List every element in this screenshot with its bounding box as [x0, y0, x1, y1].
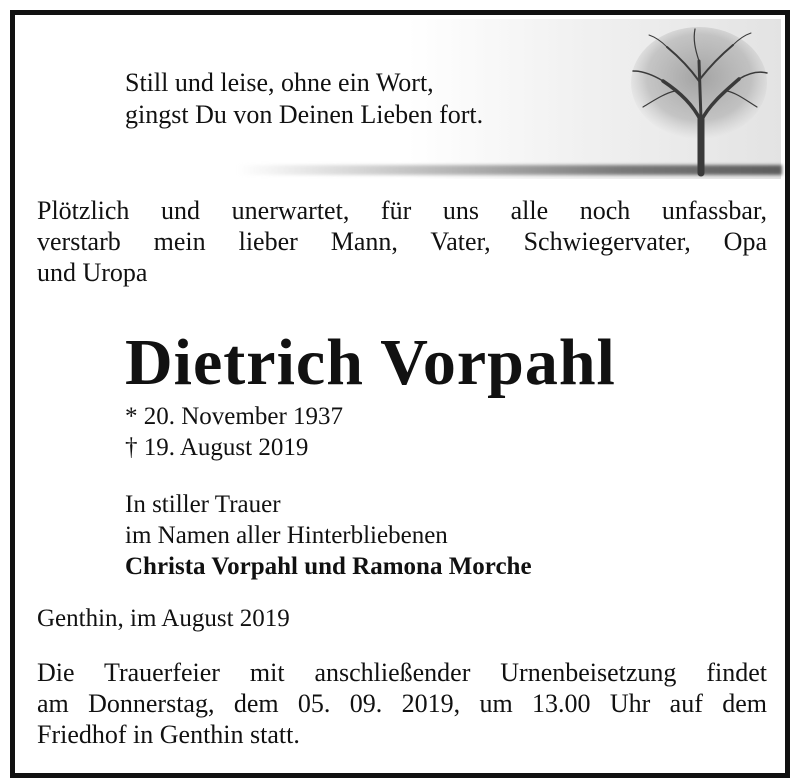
intro-line: verstarb mein lieber Mann, Vater, Schwiegervater, Opa: [37, 227, 767, 256]
motto-line: gingst Du von Deinen Lieben fort.: [125, 100, 484, 129]
service-line: Die Trauerfeier mit anschließender Urnenbeisetzung findet: [37, 658, 767, 687]
death-date: † 19. August 2019: [125, 434, 309, 461]
mourners-block: [125, 489, 532, 582]
intro-text: [37, 195, 767, 288]
motto: [125, 67, 483, 131]
intro-line: Plötzlich und unerwartet, für uns alle noch unfassbar,: [37, 196, 767, 225]
motto-line: Still und leise, ohne ein Wort,: [125, 68, 434, 97]
life-dates: [125, 401, 343, 463]
birth-date: * 20. November 1937: [125, 403, 344, 430]
intro-line: und Uropa: [37, 258, 148, 287]
tree-icon: [623, 21, 773, 181]
place-date: Genthin, im August 2019: [37, 605, 290, 632]
obituary-notice: [10, 10, 790, 778]
mourning-line: In stiller Trauer: [125, 491, 281, 518]
deceased-name: Dietrich Vorpahl: [125, 326, 616, 399]
mourner-names: Christa Vorpahl und Ramona Morche: [125, 553, 532, 580]
service-line: am Donnerstag, dem 05. 09. 2019, um 13.00 Uhr auf dem: [37, 689, 767, 718]
service-info: [37, 657, 767, 750]
service-line: Friedhof in Genthin statt.: [37, 720, 300, 749]
mourning-line: im Namen aller Hinterbliebenen: [125, 522, 448, 549]
